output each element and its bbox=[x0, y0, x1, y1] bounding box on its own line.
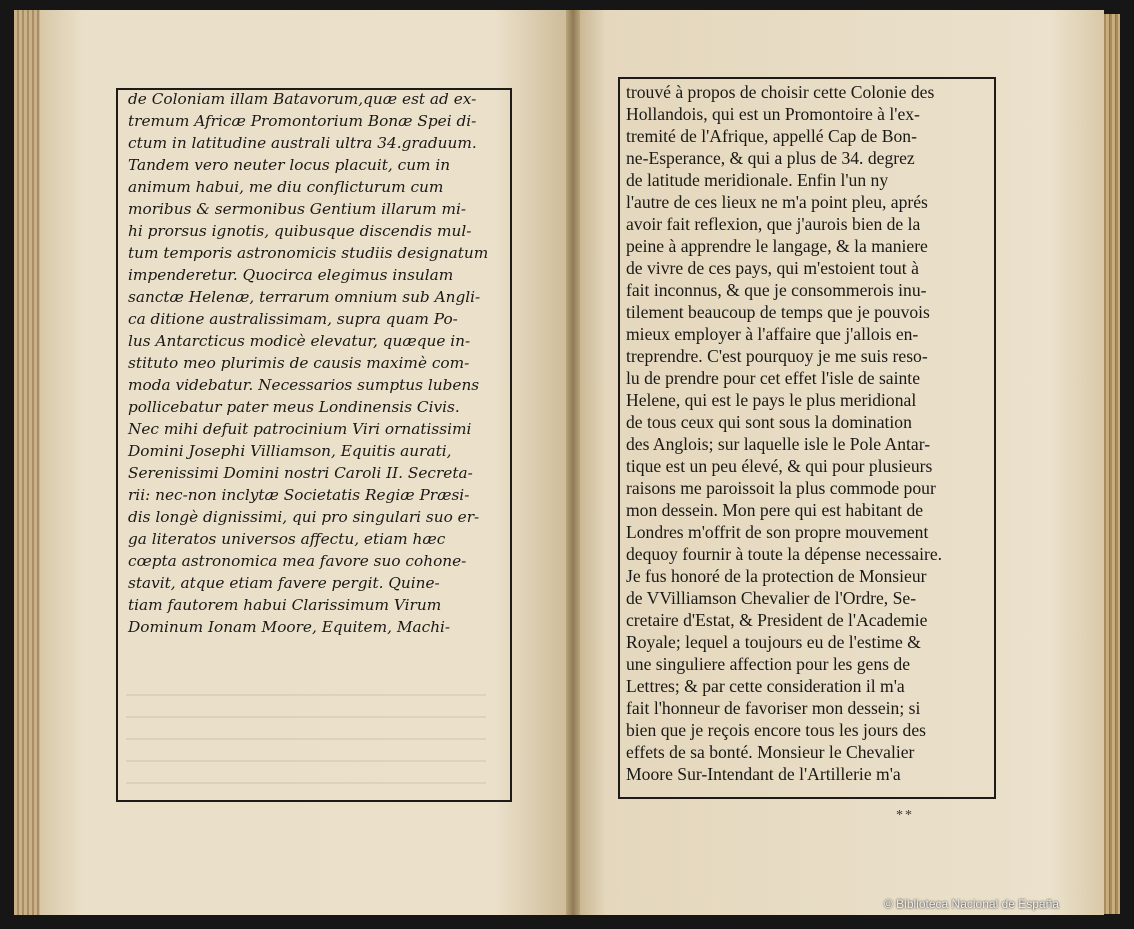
right-text-line: de tous ceux qui sont sous la domination bbox=[626, 412, 912, 432]
right-text-line: Londres m'offrit de son propre mouvement bbox=[626, 522, 929, 542]
right-text-line: ne-Esperance, & qui a plus de 34. degrez bbox=[626, 148, 915, 168]
left-text-line: dis longè dignissimi, qui pro singulari suo er- bbox=[128, 508, 480, 526]
left-text-line: Domini Josephi Villiamson, Equitis aurati, bbox=[128, 442, 452, 460]
left-text-line: Dominum Ionam Moore, Equitem, Machi- bbox=[128, 618, 451, 636]
left-text-line: Tandem vero neuter locus placuit, cum in bbox=[128, 156, 451, 174]
right-text-line: Je fus honoré de la protection de Monsieur bbox=[626, 566, 927, 586]
left-text-line: animum habui, me diu conflicturum cum bbox=[128, 178, 444, 196]
left-text-line: de Coloniam illam Batavorum,quæ est ad ex- bbox=[128, 90, 477, 108]
left-text-line: sanctæ Helenæ, terrarum omnium sub Angli- bbox=[128, 288, 481, 306]
right-text-line: treprendre. C'est pourquoy je me suis reso- bbox=[626, 346, 928, 366]
left-text-line: stituto meo plurimis de causis maximè com- bbox=[128, 354, 470, 372]
right-text-line: Royale; lequel a toujours eu de l'estime & bbox=[626, 632, 921, 652]
right-text-line: des Anglois; sur laquelle isle le Pole Antar- bbox=[626, 434, 931, 454]
right-text-line: tique est un peu élevé, & qui pour plusieurs bbox=[626, 456, 933, 476]
signature-mark: ** bbox=[896, 808, 914, 823]
latin-text-block bbox=[128, 88, 488, 638]
right-text-line: fait l'honneur de favoriser mon dessein; si bbox=[626, 698, 921, 718]
left-text-line: lus Antarcticus modicè elevatur, quæque in- bbox=[128, 332, 471, 350]
left-text-line: cœpta astronomica mea favore suo cohone- bbox=[128, 552, 467, 570]
right-text-line: Lettres; & par cette consideration il m'a bbox=[626, 676, 905, 696]
copyright-watermark: © Biblioteca Nacional de España bbox=[884, 897, 1059, 911]
right-text-line: de vivre de ces pays, qui m'estoient tout à bbox=[626, 258, 919, 278]
left-text-line: tum temporis astronomicis studiis designatum bbox=[128, 244, 489, 262]
left-text-line: moda videbatur. Necessarios sumptus lubens bbox=[128, 376, 480, 394]
right-text-line: peine à apprendre le langage, & la maniere bbox=[626, 236, 928, 256]
right-text-line: de VVilliamson Chevalier de l'Ordre, Se- bbox=[626, 588, 917, 608]
right-text-line: tilement beaucoup de temps que je pouvois bbox=[626, 302, 930, 322]
left-text-line: tiam fautorem habui Clarissimum Virum bbox=[128, 596, 442, 614]
right-text-line: tremité de l'Afrique, appellé Cap de Bon- bbox=[626, 126, 917, 146]
right-text-line: trouvé à propos de choisir cette Colonie des bbox=[626, 82, 935, 102]
left-text-line: ga literatos universos affectu, etiam hæc bbox=[128, 530, 446, 548]
right-text-line: l'autre de ces lieux ne m'a point pleu, aprés bbox=[626, 192, 928, 212]
right-text-line: Moore Sur-Intendant de l'Artillerie m'a bbox=[626, 764, 901, 784]
book-gutter bbox=[566, 10, 580, 915]
left-text-line: moribus & sermonibus Gentium illarum mi- bbox=[128, 200, 467, 218]
right-text-line: avoir fait reflexion, que j'aurois bien de la bbox=[626, 214, 921, 234]
french-text-block bbox=[626, 81, 942, 785]
right-text-line: bien que je reçois encore tous les jours des bbox=[626, 720, 926, 740]
right-text-line: dequoy fournir à toute la dépense necessaire. bbox=[626, 544, 943, 564]
right-text-line: de latitude meridionale. Enfin l'un ny bbox=[626, 170, 889, 190]
right-text-line: Helene, qui est le pays le plus meridional bbox=[626, 390, 917, 410]
right-text-line: mon dessein. Mon pere qui est habitant de bbox=[626, 500, 924, 520]
left-text-line: ctum in latitudine australi ultra 34.graduum. bbox=[128, 134, 477, 152]
left-text-line: impenderetur. Quocirca elegimus insulam bbox=[128, 266, 454, 284]
left-text-line: rii: nec-non inclytæ Societatis Regiæ Præsi- bbox=[128, 486, 470, 504]
left-text-line: tremum Africæ Promontorium Bonæ Spei di- bbox=[128, 112, 477, 130]
left-text-line: Serenissimi Domini nostri Caroli II. Secreta- bbox=[128, 464, 473, 482]
left-text-line: ca ditione australissimam, supra quam Po- bbox=[128, 310, 458, 328]
right-text-line: effets de sa bonté. Monsieur le Chevalier bbox=[626, 742, 915, 762]
left-text-line: hi prorsus ignotis, quibusque discendis mul- bbox=[128, 222, 472, 240]
right-text-line: cretaire d'Estat, & President de l'Academie bbox=[626, 610, 928, 630]
right-text-line: mieux employer à l'affaire que j'allois en- bbox=[626, 324, 919, 344]
right-text-line: lu de prendre pour cet effet l'isle de sainte bbox=[626, 368, 920, 388]
left-text-line: stavit, atque etiam favere pergit. Quine- bbox=[128, 574, 440, 592]
left-text-line: pollicebatur pater meus Londinensis Civis. bbox=[128, 398, 460, 416]
right-text-line: raisons me paroissoit la plus commode pour bbox=[626, 478, 936, 498]
right-text-line: Hollandois, qui est un Promontoire à l'ex- bbox=[626, 104, 920, 124]
right-text-line: fait inconnus, & que je consommerois inu- bbox=[626, 280, 927, 300]
right-text-line: une singuliere affection pour les gens de bbox=[626, 654, 911, 674]
left-text-line: Nec mihi defuit patrocinium Viri ornatissimi bbox=[128, 420, 472, 438]
